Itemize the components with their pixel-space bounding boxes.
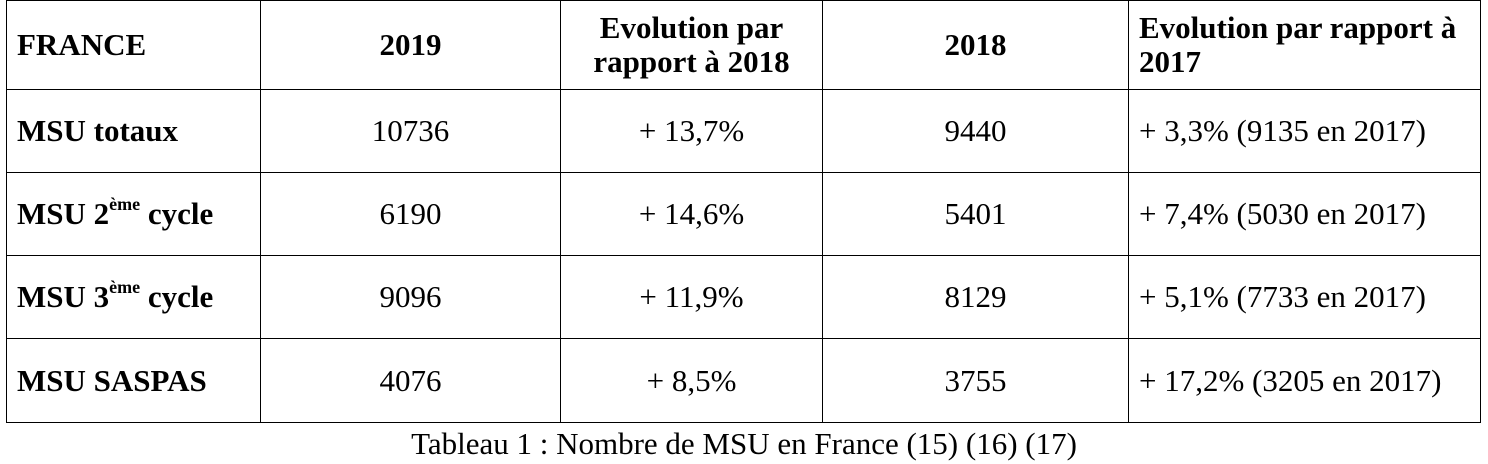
evolution-2018: + 14,6% <box>561 173 823 256</box>
row-label-prefix: MSU 3 <box>17 279 110 314</box>
table-row <box>7 90 1481 173</box>
table-header-row <box>7 1 1481 90</box>
table-caption: Tableau 1 : Nombre de MSU en France (15) (16) (17) <box>411 426 1077 461</box>
evolution-2017: + 7,4% (5030 en 2017) <box>1129 173 1481 256</box>
row-label <box>7 173 261 256</box>
value-2019: 6190 <box>261 173 561 256</box>
table-row <box>7 256 1481 339</box>
header-evolution-2017: Evolution par rapport à 2017 <box>1129 1 1481 90</box>
row-label-prefix: MSU 2 <box>17 196 110 231</box>
value-2019: 9096 <box>261 256 561 339</box>
header-france: FRANCE <box>7 1 261 90</box>
table-row <box>7 173 1481 256</box>
header-2018: 2018 <box>823 1 1129 90</box>
evolution-2018: + 8,5% <box>561 339 823 423</box>
value-2019: 4076 <box>261 339 561 423</box>
row-label: MSU SASPAS <box>7 339 261 423</box>
row-label <box>7 256 261 339</box>
row-label-superscript: ème <box>109 194 141 214</box>
value-2018: 9440 <box>823 90 1129 173</box>
evolution-2018: + 13,7% <box>561 90 823 173</box>
value-2018: 3755 <box>823 339 1129 423</box>
row-label-superscript: ème <box>109 277 141 297</box>
evolution-2018: + 11,9% <box>561 256 823 339</box>
evolution-2017: + 5,1% (7733 en 2017) <box>1129 256 1481 339</box>
value-2018: 5401 <box>823 173 1129 256</box>
header-2019: 2019 <box>261 1 561 90</box>
row-label-suffix: cycle <box>140 196 214 231</box>
row-label-suffix: cycle <box>140 279 214 314</box>
value-2018: 8129 <box>823 256 1129 339</box>
msu-table <box>6 0 1481 423</box>
row-label: MSU totaux <box>7 90 261 173</box>
header-evolution-2018: Evolution par rapport à 2018 <box>561 1 823 90</box>
table-row <box>7 339 1481 423</box>
evolution-2017: + 3,3% (9135 en 2017) <box>1129 90 1481 173</box>
evolution-2017: + 17,2% (3205 en 2017) <box>1129 339 1481 423</box>
value-2019: 10736 <box>261 90 561 173</box>
